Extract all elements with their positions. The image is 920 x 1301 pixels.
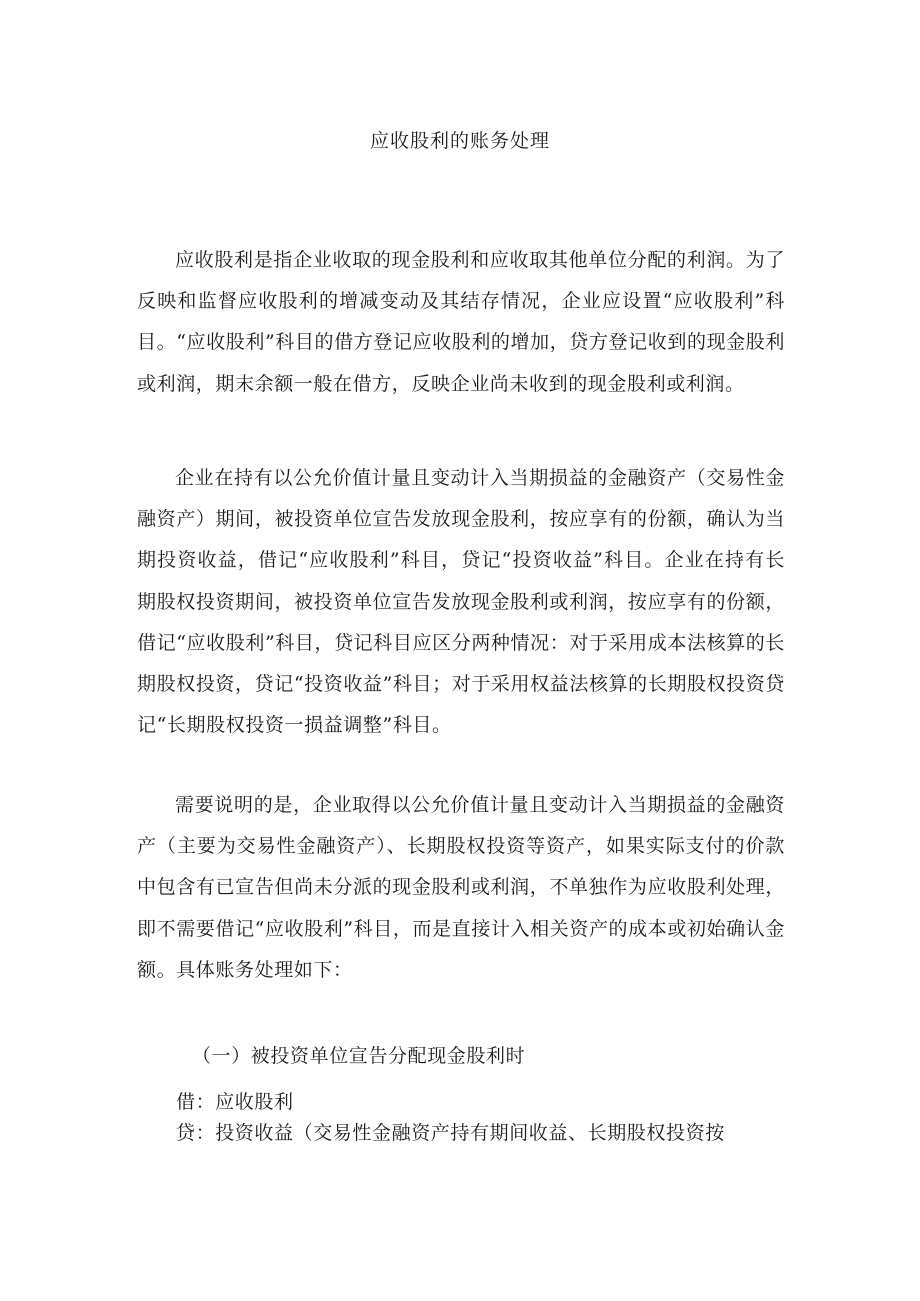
paragraph-note — [137, 785, 785, 991]
paragraph-text: 需要说明的是，企业取得以公允价值计量且变动计入当期损益的金融资产（主要为交易性金融资产）、长期股权投资等资产，如果实际支付的价款中包含有已宣告但尚未分派的现金股利或利润，不单独作为应收股利处理，即不需要借记“应收股利”科目，而是直接计入相关资产的成本或初始确认金额。具体账务处理如下： — [137, 794, 785, 981]
paragraph-text: 应收股利是指企业收取的现金股利和应收取其他单位分配的利润。为了反映和监督应收股利的增减变动及其结存情况，企业应设置“应收股利”科目。“应收股利”科目的借方登记应收股利的增加，贷方登记收到的现金股利或利润，期末余额一般在借方，反映企业尚未收到的现金股利或利润。 — [137, 249, 785, 395]
journal-debit-line: 借：应收股利 — [176, 1091, 294, 1113]
journal-credit-line: 贷：投资收益（交易性金融资产持有期间收益、长期股权投资按 — [176, 1122, 725, 1144]
paragraph-definition — [137, 240, 785, 405]
section-heading: （一）被投资单位宣告分配现金股利时 — [192, 1045, 526, 1067]
paragraph-recognition — [137, 458, 785, 746]
document-title: 应收股利的账务处理 — [369, 130, 550, 152]
paragraph-text: 企业在持有以公允价值计量且变动计入当期损益的金融资产（交易性金融资产）期间，被投资单位宣告发放现金股利，按应享有的份额，确认为当期投资收益，借记“应收股利”科目，贷记“投资收益”科目。企业在持有长期股权投资期间，被投资单位宣告发放现金股利或利润，按应享有的份额，借记“应收股利”科目，贷记科目应区分两种情况：对于采用成本法核算的长期股权投资，贷记“投资收益”科目；对于采用权益法核算的长期股权投资贷记“长期股权投资一损益调整”科目。 — [137, 467, 785, 737]
